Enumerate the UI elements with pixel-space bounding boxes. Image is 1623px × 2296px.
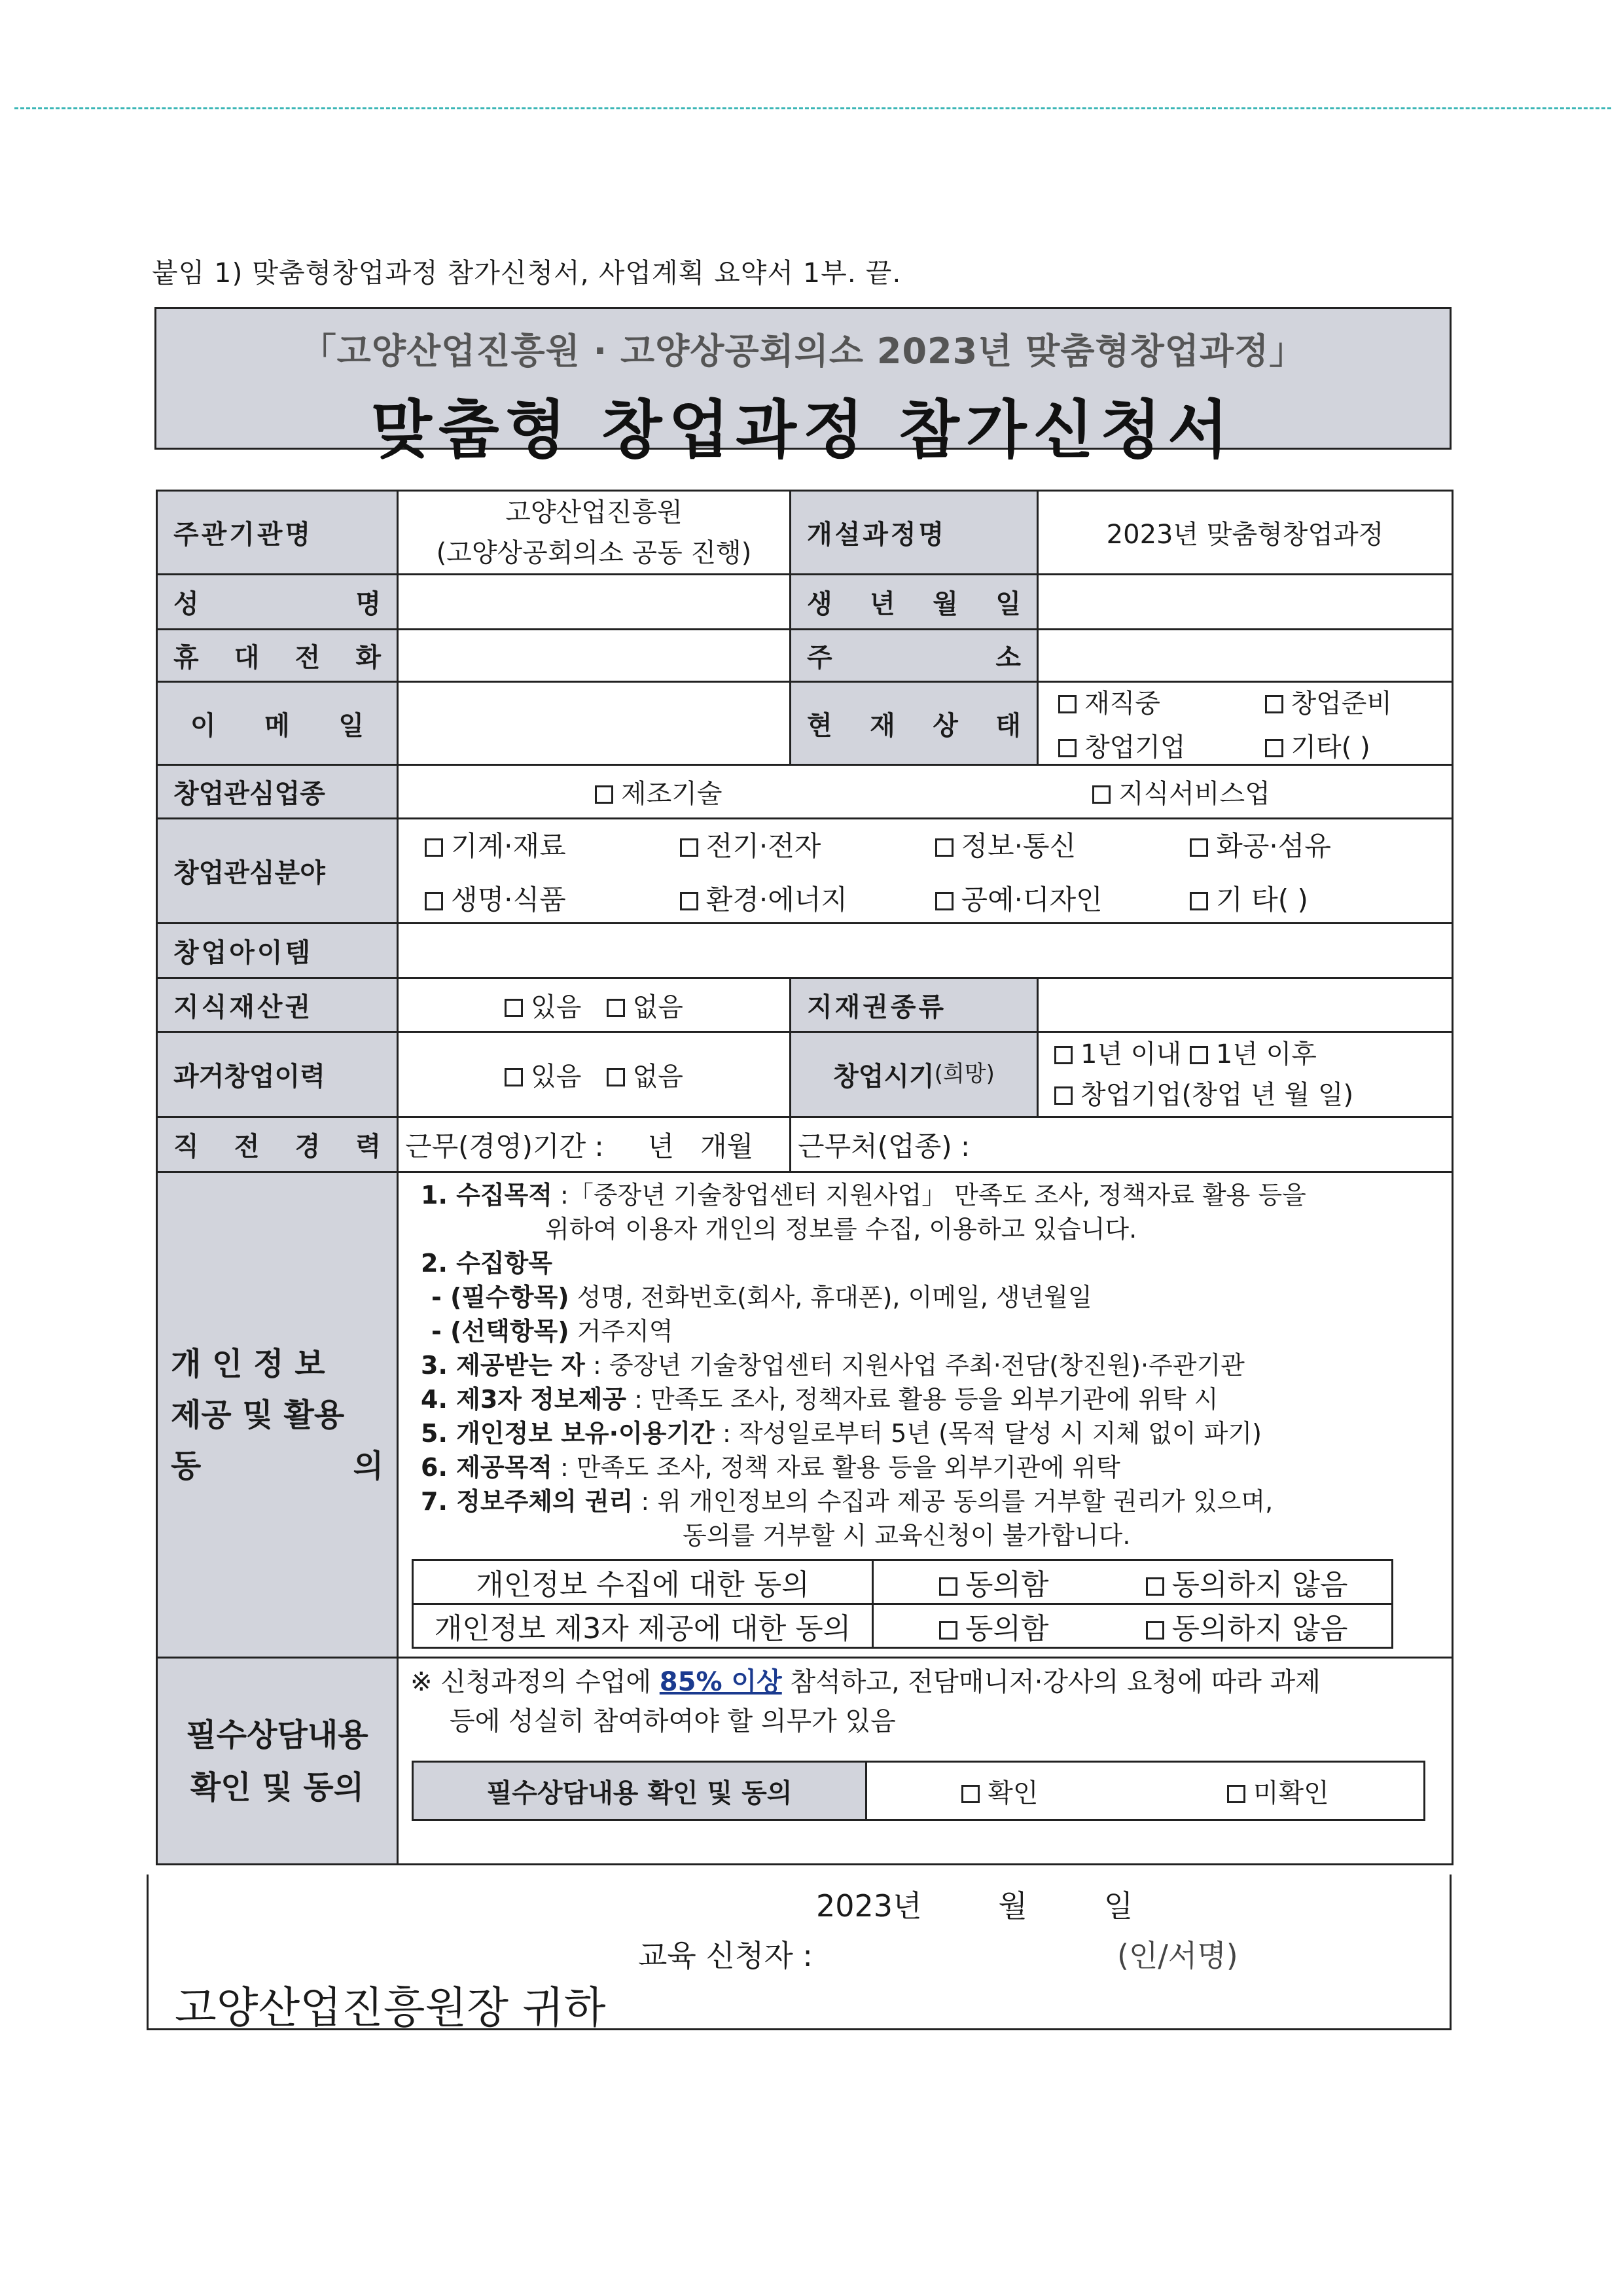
consent-collection-disagree-checkbox[interactable]: 동의하지 않음 [1146, 1568, 1348, 1602]
birth-label: 생 년 월 일 [791, 575, 1038, 630]
field-option-checkbox[interactable]: 환경·에너지 [680, 878, 935, 918]
table-row [157, 630, 1453, 682]
field-option-checkbox[interactable]: 전기·전자 [680, 825, 935, 864]
privacy-item-6: 6. 제공목적 : 만족도 조사, 정책 자료 활용 등을 외부기관에 위탁 [421, 1453, 1120, 1482]
career-period-field[interactable]: 근무(경영)기간 : 년 개월 [398, 1117, 791, 1172]
email-input[interactable] [398, 682, 791, 765]
industry-manufacturing-checkbox[interactable]: 제조기술 [595, 773, 1092, 810]
top-divider-line [14, 107, 1611, 109]
table-row [413, 1604, 1393, 1648]
field-options [398, 819, 1453, 924]
phone-input[interactable] [398, 630, 791, 682]
table-row [413, 1560, 1393, 1604]
privacy-item-4: 4. 제3자 정보제공 : 만족도 조사, 정책자료 활용 등을 외부기관에 위탁 시 [421, 1385, 1219, 1414]
attachment-note: 붙임 1) 맞춤형창업과정 참가신청서, 사업계획 요약서 1부. 끝. [152, 257, 902, 289]
field-option-checkbox[interactable]: 기계·재료 [425, 825, 680, 864]
form-title: 맞춤형 창업과정 참가신청서 [371, 393, 1235, 467]
career-workplace-field[interactable]: 근무처(업종) : [791, 1117, 1453, 1172]
status-startup-checkbox[interactable]: 창업기업 [1058, 726, 1239, 764]
mandatory-confirm-box [412, 1761, 1425, 1821]
item-label: 창업아이템 [157, 924, 398, 978]
applicant-label: 교육 신청자 : [638, 1938, 813, 1973]
item-input[interactable] [398, 924, 1453, 978]
mandatory-notice: ※ 신청과정의 수업에 85% 이상 참석하고, 전담매니저·강사의 요청에 따라 과제 [410, 1667, 1321, 1697]
attendance-highlight: 85% 이상 [659, 1667, 782, 1697]
seal-label: (인/서명) [1117, 1938, 1238, 1973]
field-option-checkbox[interactable]: 생명·식품 [425, 878, 680, 918]
course-label: 개설과정명 [791, 491, 1038, 575]
privacy-content: 1. 수집목적 :「중장년 기술창업센터 지원사업」 만족도 조사, 정책자료 활용 등을 위하여 이용자 개인의 정보를 수집, 이용하고 있습니다. 2. 수집항목 - (필수항목) 성명, 전화번호(회사, 휴대폰), 이메일, 생년월일 - (선택항목) 거주지역 3. 제공받는 자 : 중장년 기술창업센터 지원사업 주최·전담(창진원)·주관기관 4. 제3자 정보제공 : 만족도 조사, 정책자료 활용 등을 외부기관에 위탁 시 5. 개인정보 보유·이용기간 : 작성일로부터 5년 (목적 달성 시 지체 없이 파기) 6. 제공목적 : 만족도 조사, 정책 자료 활용 등을 외부기관에 위탁 7. 정보주체의 권리 : 위 개인정보의 수집과 제공 동의를 거부할 권리가 있으며, 동의를 거부할 시 교육신청이 불가합니다. 개인정보 수집에 대한 동의 동의함 동의하지 않음 개인정보 제3자 제공에 대한 동의 동의함 동의하지 않음 [398, 1172, 1453, 1658]
confirm-checkbox[interactable]: 확인 [961, 1772, 1038, 1810]
field-option-checkbox[interactable]: 정보·통신 [935, 825, 1190, 864]
field-label: 창업관심분야 [157, 819, 398, 924]
industry-knowledge-service-checkbox[interactable]: 지식서비스업 [1092, 773, 1270, 810]
ip-options [398, 978, 791, 1032]
application-date: 2023년 월 일 [816, 1888, 1133, 1924]
addressee: 고양산업진흥원장 귀하 [175, 1982, 606, 2033]
privacy-item-5: 5. 개인정보 보유·이용기간 : 작성일로부터 5년 (목적 달성 시 지체 없이 파기) [421, 1419, 1262, 1448]
mandatory-confirm-label: 필수상담내용 확인 및 동의 [414, 1763, 867, 1819]
table-row [157, 924, 1453, 978]
application-form-table [156, 490, 1454, 1865]
org-value: 고양산업진흥원 (고양상공회의소 공동 진행) [398, 491, 791, 575]
org-label: 주관기관명 [157, 491, 398, 575]
status-employed-checkbox[interactable]: 재직중 [1058, 683, 1239, 720]
consent-collection-agree-checkbox[interactable]: 동의함 [939, 1568, 1049, 1602]
ip-label: 지식재산권 [157, 978, 398, 1032]
phone-label: 휴 대 전 화 [157, 630, 398, 682]
table-row [157, 1117, 1453, 1172]
privacy-item-7: 7. 정보주체의 권리 : 위 개인정보의 수집과 제공 동의를 거부할 권리가 있으며, [421, 1487, 1274, 1516]
field-option-checkbox[interactable]: 기 타( ) [1190, 878, 1445, 918]
ip-type-input[interactable] [1038, 978, 1453, 1032]
timing-startup-checkbox[interactable]: 창업기업(창업 년 월 일) [1054, 1075, 1445, 1115]
status-options [1038, 682, 1453, 765]
privacy-label: 개 인 정 보 제공 및 활용 동 의 [157, 1172, 398, 1658]
name-input[interactable] [398, 575, 791, 630]
unconfirm-checkbox[interactable]: 미확인 [1227, 1772, 1329, 1810]
name-label: 성 명 [157, 575, 398, 630]
field-option-checkbox[interactable]: 공예·디자인 [935, 878, 1190, 918]
industry-label: 창업관심업종 [157, 765, 398, 819]
industry-options [398, 765, 1453, 819]
field-option-checkbox[interactable]: 화공·섬유 [1190, 825, 1445, 864]
table-row [157, 1032, 1453, 1117]
career-label: 직 전 경 력 [157, 1117, 398, 1172]
ip-yes-checkbox[interactable]: 있음 [505, 992, 581, 1022]
table-row [157, 575, 1453, 630]
birth-input[interactable] [1038, 575, 1453, 630]
timing-options [1038, 1032, 1453, 1117]
consent-table [412, 1559, 1393, 1649]
ip-no-checkbox[interactable]: 없음 [607, 992, 683, 1022]
mandatory-label: 필수상담내용 확인 및 동의 [157, 1658, 398, 1865]
table-row [157, 978, 1453, 1032]
course-value: 2023년 맞춤형창업과정 [1038, 491, 1453, 575]
timing-label: 창업시기 (희망) [791, 1032, 1038, 1117]
signature-section [147, 1874, 1452, 2033]
history-label: 과거창업이력 [157, 1032, 398, 1117]
history-options [398, 1032, 791, 1117]
consent-thirdparty-label: 개인정보 제3자 제공에 대한 동의 [413, 1604, 873, 1648]
email-label: 이 메 일 [157, 682, 398, 765]
table-row [157, 491, 1453, 575]
timing-after-year-checkbox[interactable]: 1년 이후 [1190, 1039, 1317, 1069]
mandatory-content: ※ 신청과정의 수업에 85% 이상 참석하고, 전담매니저·강사의 요청에 따라 과제 등에 성실히 참여하여야 할 의무가 있음 필수상담내용 확인 및 동의 확인 미확인 [398, 1658, 1453, 1865]
privacy-item-3: 3. 제공받는 자 : 중장년 기술창업센터 지원사업 주최·전담(창진원)·주관기관 [421, 1351, 1245, 1380]
form-subtitle: 「고양산업진흥원 · 고양상공회의소 2023년 맞춤형창업과정」 [300, 331, 1306, 372]
privacy-item-1: 1. 수집목적 :「중장년 기술창업센터 지원사업」 만족도 조사, 정책자료 활용 등을 [421, 1181, 1306, 1210]
history-yes-checkbox[interactable]: 있음 [505, 1062, 581, 1092]
address-label: 주 소 [791, 630, 1038, 682]
status-other-checkbox[interactable]: 기타( ) [1265, 726, 1446, 764]
form-header [154, 307, 1452, 467]
table-row [157, 1658, 1453, 1865]
table-row [157, 819, 1453, 924]
consent-collection-label: 개인정보 수집에 대한 동의 [413, 1560, 873, 1604]
consent-thirdparty-agree-checkbox[interactable]: 동의함 [939, 1612, 1049, 1645]
table-row [157, 1172, 1453, 1658]
table-row [157, 682, 1453, 765]
privacy-item-2: 2. 수집항목 [421, 1249, 552, 1278]
timing-within-year-checkbox[interactable]: 1년 이내 [1054, 1039, 1181, 1069]
status-preparing-checkbox[interactable]: 창업준비 [1265, 683, 1446, 720]
history-no-checkbox[interactable]: 없음 [607, 1062, 683, 1092]
address-input[interactable] [1038, 630, 1453, 682]
consent-thirdparty-disagree-checkbox[interactable]: 동의하지 않음 [1146, 1612, 1348, 1645]
table-row [157, 765, 1453, 819]
status-label: 현 재 상 태 [791, 682, 1038, 765]
ip-type-label: 지재권종류 [791, 978, 1038, 1032]
